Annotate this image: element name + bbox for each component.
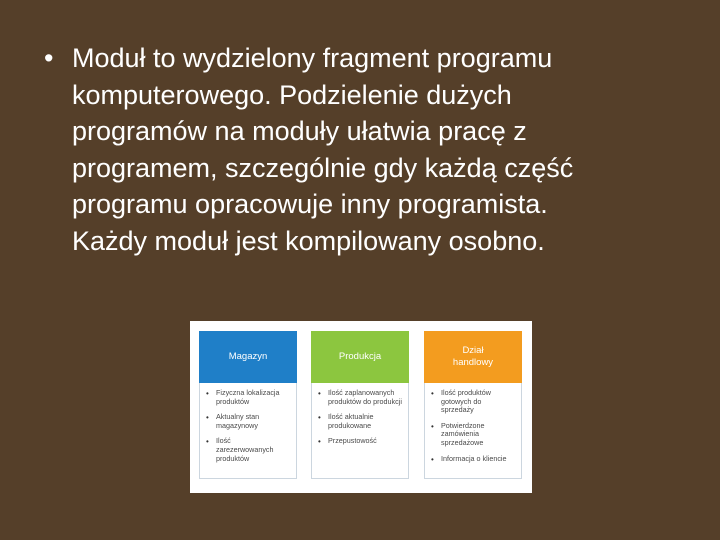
module-title: Produkcja	[338, 351, 382, 362]
module-diagram	[190, 321, 532, 493]
module-body	[424, 383, 522, 479]
list-item	[318, 413, 402, 430]
bullet-icon: •	[431, 454, 434, 464]
bullet-line: programu opracowuje inny programista.	[72, 189, 548, 219]
list-item	[318, 389, 402, 406]
bullet-icon: •	[431, 389, 434, 398]
module-title: Dział handlowy	[452, 345, 494, 368]
item-text: Przepustowość	[328, 436, 377, 446]
bullet-icon: •	[206, 437, 209, 447]
item-text: Ilość zarezerwowanych produktów	[216, 436, 274, 463]
bullet-line: Każdy moduł jest kompilowany osobno.	[72, 225, 545, 256]
item-text: Ilość produktów gotowych do sprzedaży	[441, 388, 491, 415]
bullet-icon: •	[318, 437, 321, 447]
item-text: Ilość zaplanowanych produktów do produkcji	[328, 388, 402, 406]
module-header	[199, 331, 297, 383]
module-header	[424, 331, 522, 383]
item-text: Informacja o kliencie	[441, 453, 507, 463]
list-item	[206, 413, 290, 430]
bullet-icon: •	[206, 413, 209, 423]
item-text: Aktualny stan magazynowy	[216, 412, 260, 430]
item-text: Ilość aktualnie produkowane	[328, 412, 374, 430]
list-item	[431, 422, 515, 448]
bullet-line: Moduł to wydzielony fragment programu	[72, 43, 553, 73]
list-item	[206, 437, 290, 463]
module-column-magazyn	[199, 331, 297, 481]
bullet-icon: •	[44, 43, 54, 73]
bullet-text	[72, 40, 684, 259]
module-header	[311, 331, 409, 383]
module-body	[199, 383, 297, 479]
bullet-icon: •	[318, 413, 321, 423]
bullet-line: programów na moduły ułatwia pracę z	[72, 116, 527, 146]
bullet-icon: •	[318, 389, 321, 398]
module-title: Magazyn	[228, 351, 268, 362]
list-item	[431, 455, 515, 464]
list-item	[318, 437, 402, 446]
list-item	[206, 389, 290, 406]
module-column-produkcja	[311, 331, 409, 481]
bullet-icon: •	[206, 389, 209, 398]
module-body	[311, 383, 409, 479]
module-column-dzial-handlowy	[424, 331, 522, 481]
item-text: Potwierdzone zamówienia sprzedażowe	[441, 420, 485, 447]
bullet-line: programem, szczególnie gdy każdą część	[72, 152, 574, 183]
list-item	[431, 389, 515, 415]
item-text: Fizyczna lokalizacja produktów	[216, 388, 280, 406]
bullet-point	[44, 40, 684, 259]
bullet-line: komputerowego. Podzielenie dużych	[72, 79, 512, 110]
bullet-icon: •	[431, 421, 434, 431]
